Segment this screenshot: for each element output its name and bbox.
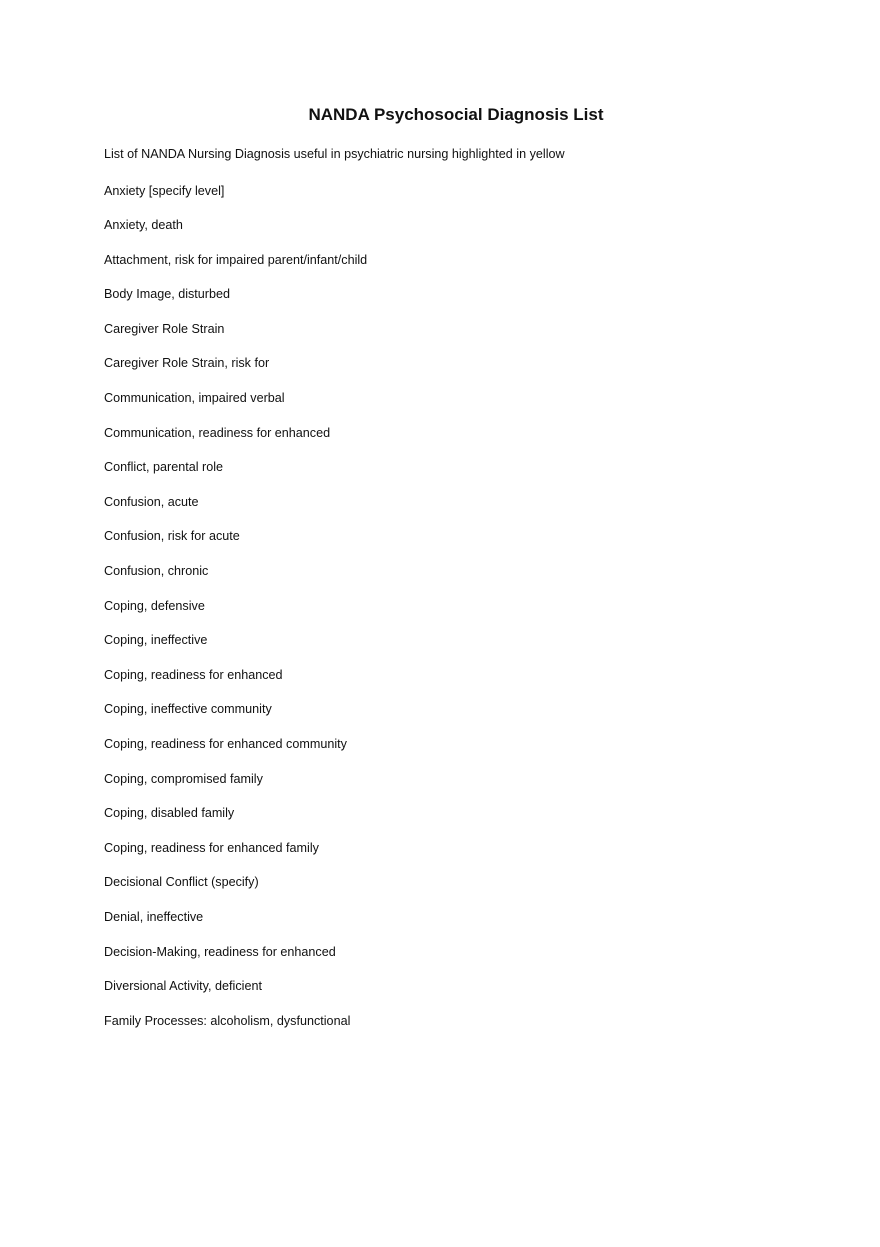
diagnosis-item: Diversional Activity, deficient xyxy=(104,979,262,994)
diagnosis-item: Family Processes: alcoholism, dysfunctional xyxy=(104,1013,351,1028)
diagnosis-item: Attachment, risk for impaired parent/infant/child xyxy=(104,252,368,267)
diagnosis-item: Conflict, parental role xyxy=(104,460,224,475)
diagnosis-list xyxy=(104,182,367,1047)
intro-text: List of NANDA Nursing Diagnosis useful in psychiatric nursing highlighted in yellow xyxy=(104,147,565,161)
diagnosis-item: Coping, readiness for enhanced community xyxy=(104,737,347,751)
diagnosis-item: Coping, defensive xyxy=(104,598,205,613)
diagnosis-item: Confusion, risk for acute xyxy=(104,529,240,544)
diagnosis-item: Caregiver Role Strain, risk for xyxy=(104,356,270,371)
diagnosis-item: Decision-Making, readiness for enhanced xyxy=(104,944,336,959)
diagnosis-item: Coping, disabled family xyxy=(104,806,235,821)
diagnosis-item: Confusion, acute xyxy=(104,494,199,509)
diagnosis-item: Communication, readiness for enhanced xyxy=(104,425,331,440)
diagnosis-item: Communication, impaired verbal xyxy=(104,391,285,406)
diagnosis-item: Confusion, chronic xyxy=(104,564,209,579)
diagnosis-item: Coping, ineffective community xyxy=(104,702,272,717)
diagnosis-item: Denial, ineffective xyxy=(104,909,204,924)
diagnosis-item: Decisional Conflict (specify) xyxy=(104,875,259,890)
diagnosis-item: Coping, readiness for enhanced family xyxy=(104,840,319,855)
diagnosis-item: Anxiety [specify level] xyxy=(104,183,225,198)
diagnosis-item: Coping, ineffective xyxy=(104,633,208,648)
diagnosis-item: Anxiety, death xyxy=(104,218,183,233)
diagnosis-item: Coping, compromised family xyxy=(104,771,263,786)
diagnosis-item: Coping, readiness for enhanced xyxy=(104,667,283,682)
diagnosis-item: Caregiver Role Strain xyxy=(104,321,225,336)
diagnosis-item: Body Image, disturbed xyxy=(104,287,231,302)
document-title: NANDA Psychosocial Diagnosis List xyxy=(308,105,604,124)
